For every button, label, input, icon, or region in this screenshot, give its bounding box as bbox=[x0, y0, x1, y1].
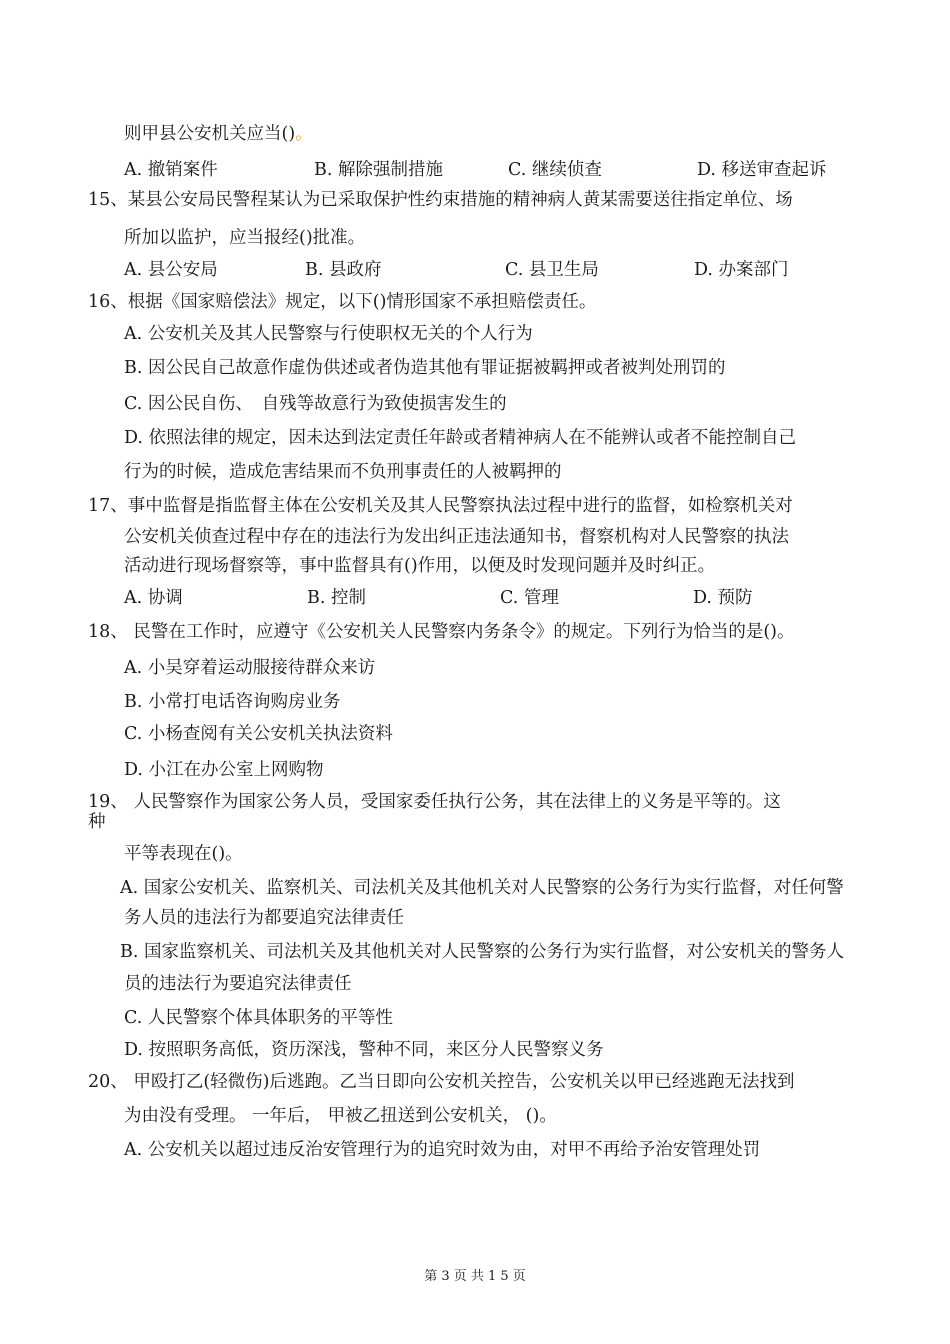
q17-option-d: D. 预防 bbox=[693, 588, 753, 608]
q15-option-a: A. 县公安局 bbox=[124, 260, 218, 280]
q19-option-b-line-2: 员的违法行为要追究法律责任 bbox=[124, 974, 352, 994]
q18-option-c: C. 小杨查阅有关公安机关执法资料 bbox=[124, 724, 393, 744]
q16-option-d-line-1: D. 依照法律的规定，因未达到法定责任年龄或者精神病人在不能辨认或者不能控制自己 bbox=[124, 428, 797, 448]
q15-option-b: B. 县政府 bbox=[305, 260, 382, 280]
q18-line-1: 18、 民警在工作时，应遵守《公安机关人民警察内务条令》的规定。下列行为恰当的是()。 bbox=[88, 622, 795, 642]
q17-line-2: 公安机关侦查过程中存在的违法行为发出纠正违法通知书，督察机构对人民警察的执法 bbox=[124, 527, 789, 547]
q17-line-3: 活动进行现场督察等，事中监督具有()作用，以便及时发现问题并及时纠正。 bbox=[124, 556, 716, 576]
q17-line-1: 17、事中监督是指监督主体在公安机关及其人民警察执法过程中进行的监督，如检察机关对 bbox=[88, 496, 793, 516]
q17-option-b: B. 控制 bbox=[307, 588, 366, 608]
q19-option-c: C. 人民警察个体具体职务的平等性 bbox=[124, 1008, 393, 1028]
q14-option-d: D. 移送审查起诉 bbox=[697, 160, 827, 180]
q19-option-a-line-2: 务人员的违法行为都要追究法律责任 bbox=[124, 908, 404, 928]
q15-line-1: 15、某县公安局民警程某认为已采取保护性约束措施的精神病人黄某需要送往指定单位、场 bbox=[88, 190, 793, 210]
q19-line-1: 19、 人民警察作为国家公务人员，受国家委任执行公务，其在法律上的义务是平等的。这 bbox=[88, 792, 781, 812]
q20-line-1: 20、 甲殴打乙(轻微伤)后逃跑。乙当日即向公安机关控告，公安机关以甲已经逃跑无法找到 bbox=[88, 1072, 795, 1092]
q14-text: 则甲县公安机关应当() bbox=[124, 124, 296, 144]
q14-option-b: B. 解除强制措施 bbox=[314, 160, 443, 180]
q16-line-1: 16、根据《国家赔偿法》规定，以下()情形国家不承担赔偿责任。 bbox=[88, 292, 597, 312]
q14-option-a: A. 撤销案件 bbox=[124, 160, 218, 180]
q15-line-2: 所加以监护，应当报经()批准。 bbox=[124, 228, 366, 248]
q16-option-a: A. 公安机关及其人民警察与行使职权无关的个人行为 bbox=[124, 324, 533, 344]
q16-option-d-line-2: 行为的时候，造成危害结果而不负刑事责任的人被羁押的 bbox=[124, 462, 562, 482]
q19-line-2: 平等表现在()。 bbox=[124, 844, 243, 864]
q14-continuation bbox=[124, 122, 313, 146]
q17-option-a: A. 协调 bbox=[124, 588, 183, 608]
page-footer: 第 3 页 共 1 5 页 bbox=[424, 1269, 526, 1284]
q16-option-b: B. 因公民自己故意作虚伪供述或者伪造其他有罪证据被羁押或者被判处刑罚的 bbox=[124, 358, 726, 378]
q16-option-c: C. 因公民自伤、 自残等故意行为致使损害发生的 bbox=[124, 394, 507, 414]
q18-option-a: A. 小吴穿着运动服接待群众来访 bbox=[124, 658, 376, 678]
q14-mark: 。 bbox=[295, 124, 313, 144]
q19-option-d: D. 按照职务高低，资历深浅，警种不同，来区分人民警察义务 bbox=[124, 1040, 604, 1060]
q19-line-1-wrap: 种 bbox=[88, 812, 106, 832]
q20-line-2: 为由没有受理。 一年后， 甲被乙扭送到公安机关， ()。 bbox=[124, 1106, 557, 1126]
q19-option-a-line-1: A. 国家公安机关、监察机关、司法机关及其他机关对人民警察的公务行为实行监督，对任何警 bbox=[120, 878, 844, 898]
q15-option-c: C. 县卫生局 bbox=[505, 260, 599, 280]
q18-option-b: B. 小常打电话咨询购房业务 bbox=[124, 692, 341, 712]
q20-option-a: A. 公安机关以超过违反治安管理行为的追究时效为由，对甲不再给予治安管理处罚 bbox=[124, 1140, 761, 1160]
q19-option-b-line-1: B. 国家监察机关、司法机关及其他机关对人民警察的公务行为实行监督，对公安机关的警务人 bbox=[120, 942, 844, 962]
q14-option-c: C. 继续侦查 bbox=[508, 160, 602, 180]
q18-option-d: D. 小江在办公室上网购物 bbox=[124, 760, 324, 780]
q17-option-c: C. 管理 bbox=[500, 588, 559, 608]
q15-option-d: D. 办案部门 bbox=[694, 260, 789, 280]
